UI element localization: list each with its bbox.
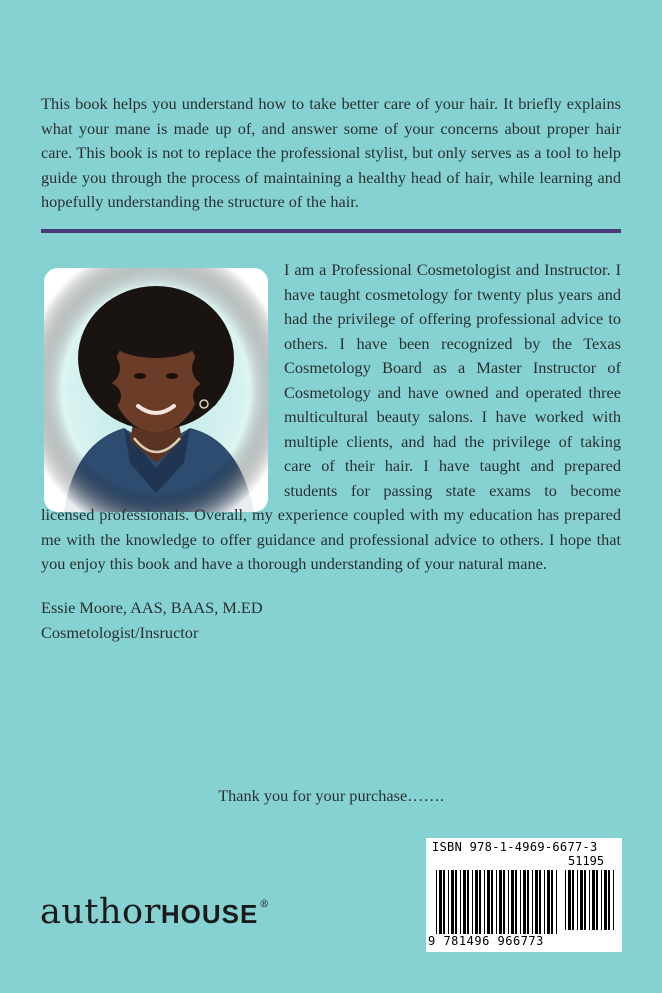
barcode-bar	[436, 870, 437, 934]
back-cover-blurb: This book helps you understand how to take better care of your hair. It briefly explains what your mane is made up of, and answer some of your concerns about proper hair care. This book is not to replace the professional stylist, but only serves as a tool to help guide you through the process of maintaining a healthy head of hair, while learning and hopefully understanding the structure of the hair.	[41, 94, 621, 212]
author-title: Cosmetologist/Insructor	[41, 622, 199, 642]
logo-author: author	[40, 892, 161, 932]
barcode-bar	[496, 870, 497, 934]
barcode-bar	[479, 870, 481, 934]
barcode-bar	[460, 870, 461, 934]
barcode-bar	[572, 870, 574, 930]
barcode-bar	[613, 870, 614, 930]
barcode-bar	[463, 870, 466, 934]
barcode-bar	[527, 870, 529, 934]
barcode-bar	[589, 870, 590, 930]
barcode-bar	[475, 870, 478, 934]
barcode-bar	[539, 870, 541, 934]
barcode-bar	[551, 870, 553, 934]
barcode-bar	[556, 870, 557, 934]
barcode-bar	[499, 870, 502, 934]
isbn-barcode	[426, 838, 622, 952]
logo-house: HOUSE	[160, 899, 259, 929]
barcode-bar	[565, 870, 566, 930]
barcode-bar	[515, 870, 517, 934]
barcode-bar	[547, 870, 550, 934]
barcode-bar	[596, 870, 598, 930]
barcode-bar	[532, 870, 533, 934]
barcode-bar	[508, 870, 509, 934]
barcode-bar	[511, 870, 514, 934]
barcode-bar	[535, 870, 538, 934]
barcode-bar	[472, 870, 473, 934]
barcode-bar	[491, 870, 493, 934]
barcode-bar	[580, 870, 583, 930]
publisher-logo	[40, 892, 270, 932]
barcode-bar	[487, 870, 490, 934]
barcode-bar	[601, 870, 602, 930]
barcode-bar	[467, 870, 469, 934]
barcode-bar	[455, 870, 457, 934]
divider-line	[41, 229, 621, 233]
author-bio	[41, 258, 621, 577]
isbn-number: ISBN 978-1-4969-6677-3	[432, 840, 598, 854]
barcode-bar	[604, 870, 607, 930]
barcode-bar	[503, 870, 505, 934]
author-name: Essie Moore, AAS, BAAS, M.ED	[41, 598, 263, 617]
barcode-bar	[520, 870, 521, 934]
barcode-bar	[584, 870, 586, 930]
author-bio-text: I am a Professional Cosmetologist and Instructor. I have taught cosmetology for twenty plus years and had the privilege of offering professional advice to others. I have been recognized by the Texas Cosmetology Board as a Master Instructor of Cosmetology and have owned and operated three multicultural beauty salons. I have worked with multiple clients, and had the privilege of taking care of their hair. I have taught and prepared students for passing state exams to become licensed professionals. Overall, my experience coupled with my education has prepared me with the knowledge to offer guidance and professional advice to others. I hope that you enjoy this book and have a thorough understanding of your natural mane.	[41, 260, 621, 573]
author-signature	[41, 596, 263, 645]
barcode-addon-bars	[565, 870, 615, 930]
barcode-bars	[436, 870, 558, 934]
logo-registered-mark: ®	[259, 899, 270, 910]
barcode-bar	[448, 870, 449, 934]
barcode-bar	[443, 870, 445, 934]
barcode-bar	[451, 870, 454, 934]
price-code: 51195	[568, 854, 605, 868]
barcode-bar	[544, 870, 545, 934]
barcode-bar	[523, 870, 526, 934]
barcode-bar	[484, 870, 485, 934]
barcode-bar	[592, 870, 595, 930]
thank-you-note: Thank you for your purchase…….	[218, 786, 444, 805]
barcode-digits: 9 781496 966773	[428, 934, 544, 948]
barcode-bar	[439, 870, 442, 934]
barcode-bar	[608, 870, 610, 930]
barcode-bar	[568, 870, 571, 930]
barcode-bar	[577, 870, 578, 930]
